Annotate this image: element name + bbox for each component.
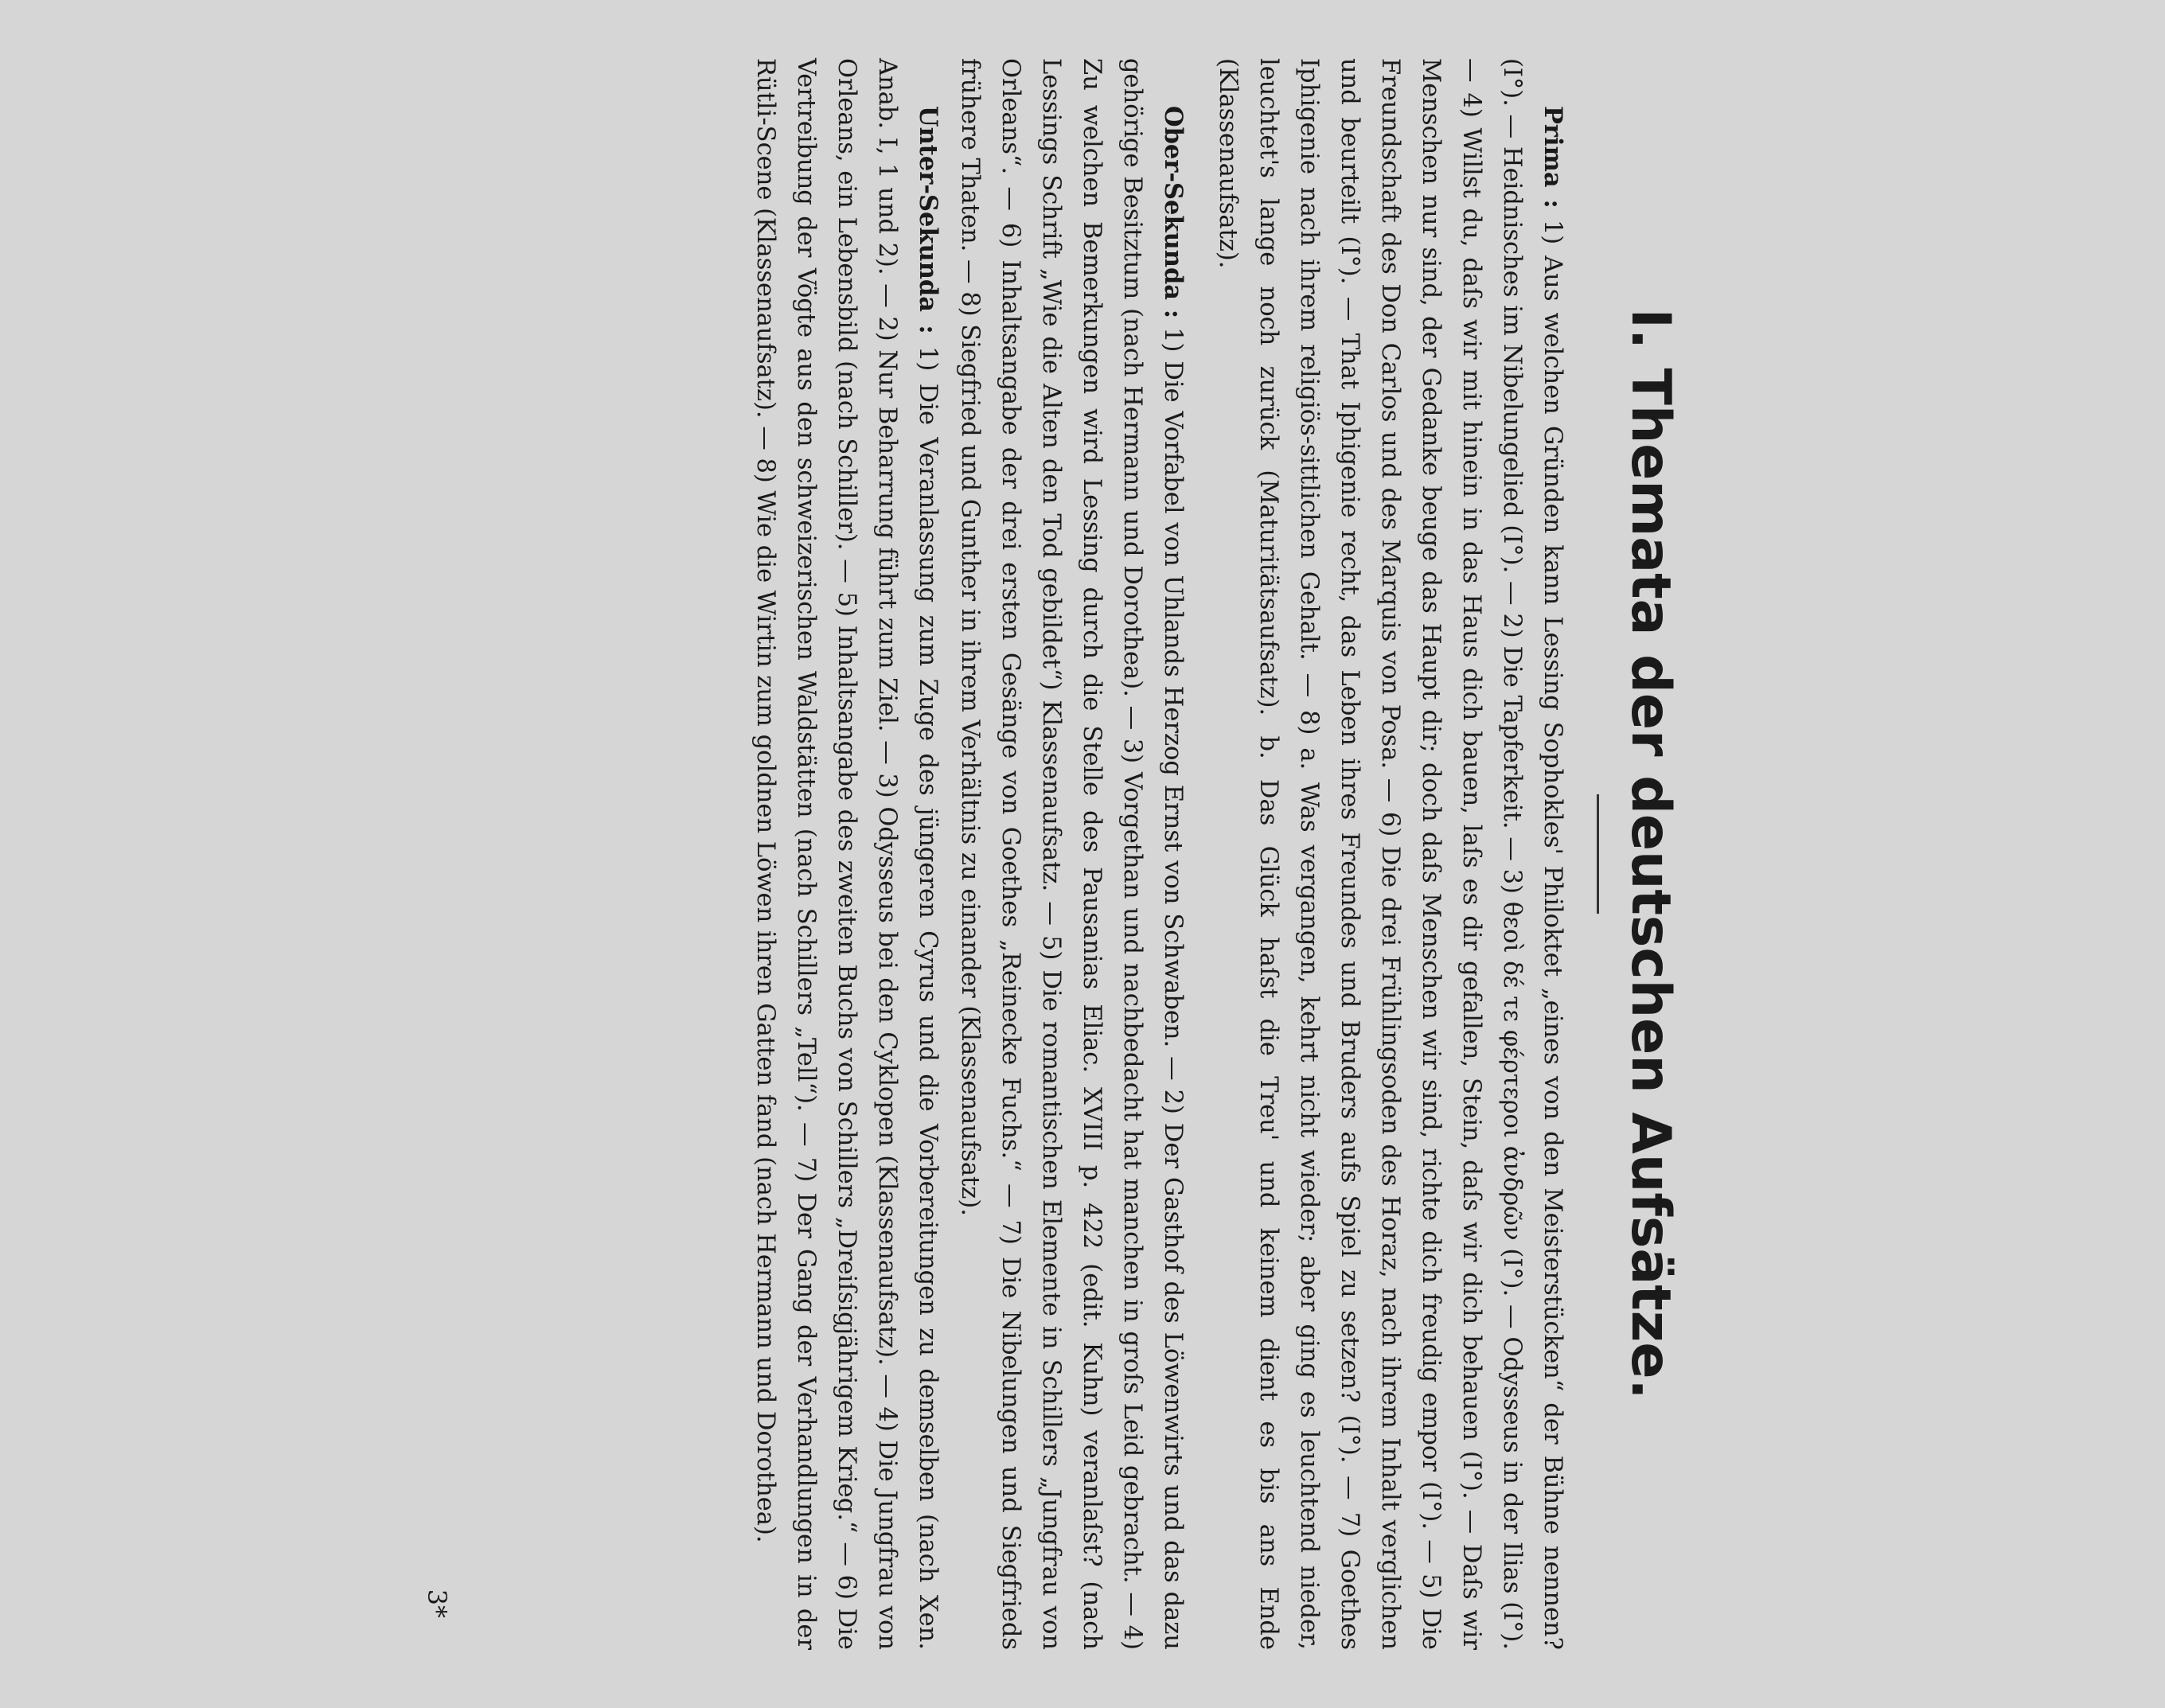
paragraph-unter-sekunda [745, 58, 948, 1650]
label-unter-sekunda: Unter-Sekunda : [914, 106, 943, 334]
text-ober-sekunda: 1) Die Vorfabel von Uhlands Herzog Ernst von Schwaben. — 2) Der Gasthof des Löwenwirts und das dazu gehörige Besitztum (nach Hermann und Dorothea). — 3) Vorgethan und nachbedacht hat manchen in groſs Leid gebracht. — 4) Zu welchen Bemerkungen wird Lessing durch die Stelle des Pausanias Eliac. XVIII p. 422 (edit. Kuhn) veranlaſst? (nach Lessings Schrift „Wie die Alten den Tod gebildet“) Klassenaufsatz. — 5) Die romantischen Elemente in Schillers „Jungfrau von Orleans“. — 6) Inhaltsangabe der drei ersten Gesänge von Goethes „Reinecke Fuchs.“ — 7) Die Nibelungen und Siegfrieds frühere Thaten. — 8) Siegfried und Gunther in ihrem Verhältnis zu einander (Klassenaufsatz). [956, 58, 1188, 1650]
label-ober-sekunda: Ober-Sekunda : [1159, 106, 1188, 319]
rotated-page-content [422, 58, 1711, 1650]
section-heading: I. Themata der deutschen Aufsätze. [1619, 308, 1682, 1400]
paragraph-prima [1207, 58, 1573, 1650]
page-number: 3* [422, 1589, 452, 1618]
label-prima: Prima : [1539, 106, 1568, 209]
text-prima: 1) Aus welchen Gründen kann Lessing Sophokles' Philoktet „eines von den Meisterstücken“ der Bühne nennen? (I°). — Heidnisches im Nibelungelied (I°). — 2) Die Tapferkeit. — 3) θεοὶ δέ τε φέρτεροι ἀνδρῶν (I°). — Odysseus in der Ilias (I°). — 4) Willst du, daſs wir mit hinein in das Haus dich bauen, laſs es dir gefallen, Stein, daſs wir dich behauen (I°). — Daſs wir Menschen nur sind, der Gedanke beuge das Haupt dir; doch daſs Menschen wir sind, richte dich freudig empor (I°). — 5) Die Freundschaft des Don Carlos und des Marquis von Posa. — 6) Die drei Frühlingsoden des Horaz, nach ihrem Inhalt verglichen und beurteilt (I°). — That Iphigenie recht, das Leben ihres Freundes und Bruders aufs Spiel zu setzen? (I°). — 7) Goethes Iphigenie nach ihrem religiös-sittlichen Gehalt. — 8) a. Was vergangen, kehrt nicht wieder; aber ging es leuchtend nieder, leuchtet's lange noch zurück (Maturitätsaufsatz). b. Das Glück haſst die Treu' und keinem dient es bis ans Ende (Klassenaufsatz). [1214, 58, 1567, 1650]
paragraph-ober-sekunda [950, 58, 1193, 1650]
heading-rule [1597, 794, 1599, 914]
text-unter-sekunda: 1) Die Veranlassung zum Zuge des jüngeren Cyrus und die Vorbereitungen zu demselben (nach Xen. Anab. I, 1 und 2). — 2) Nur Beharrung führt zum Ziel. — 3) Odysseus bei den Cyklopen (Klassenaufsatz). — 4) Die Jungfrau von Orleans, ein Lebensbild (nach Schiller). — 5) Inhaltsangabe des zweiten Buchs von Schillers „Dreiſsigjährigem Krieg.“ — 6) Die Vertreibung der Vögte aus den schweizerischen Waldstätten (nach Schillers „Tell“). — 7) Der Gang der Verhandlungen in der Rütli-Scene (Klassenaufsatz). — 8) Wie die Wirtin zum goldnen Löwen ihren Gatten fand (nach Hermann und Dorothea). [751, 58, 942, 1650]
